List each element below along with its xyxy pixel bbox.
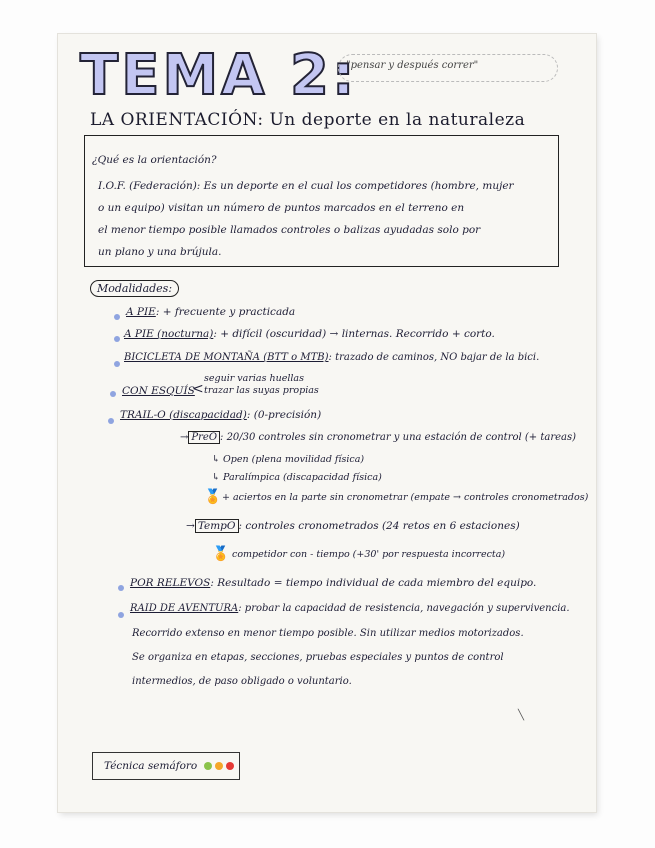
item-bicicleta-title: BICICLETA DE MONTAÑA (BTT o MTB) [124, 352, 329, 363]
item-a-pie [126, 306, 295, 318]
bullet-dot [110, 391, 116, 397]
item-tempo-title: TempO [195, 519, 239, 533]
item-tempo [186, 520, 520, 532]
item-esquis-title: CON ESQUÍS [122, 385, 195, 397]
item-preo-paralimpica: ↳ Paralímpica (discapacidad física) [212, 472, 382, 483]
modalidades-heading: Modalidades: [90, 280, 179, 297]
pen-mark: ╲ [518, 710, 525, 721]
item-preo-desc: : 20/30 controles sin cronometrar y una estación de control (+ tareas) [220, 432, 577, 443]
arrow-right-icon: → [180, 432, 189, 443]
definition-line-2: o un equipo) visitan un número de puntos marcados en el terreno en [98, 202, 465, 214]
bullet-dot [114, 336, 120, 342]
branch-arrow-icon: < [192, 381, 204, 397]
item-preo-note: + aciertos en la parte sin cronometrar (empate → controles cronometrados) [222, 492, 589, 503]
item-a-pie-nocturna [124, 328, 495, 340]
bullet-dot [118, 585, 124, 591]
item-a-pie-title: A PIE [126, 306, 156, 318]
item-preo-title: PreO [188, 431, 220, 444]
definition-line-3: el menor tiempo posible llamados controles o balizas ayudadas solo por [98, 224, 481, 236]
definition-line-4: un plano y una brújula. [98, 246, 222, 258]
item-tempo-desc: : controles cronometrados (24 retos en 6 estaciones) [238, 520, 520, 532]
traffic-light-orange-icon [215, 762, 223, 770]
item-bicicleta-desc: : trazado de caminos, NO bajar de la bici. [328, 352, 540, 363]
item-relevos [130, 577, 536, 589]
medal-icon: 🏅 [212, 546, 230, 562]
traffic-light-green-icon [204, 762, 212, 770]
item-raid-line-2: Recorrido extenso en menor tiempo posible. Sin utilizar medios motorizados. [132, 628, 524, 639]
bullet-dot [114, 361, 120, 367]
item-preo-open: ↳ Open (plena movilidad física) [212, 454, 365, 465]
bullet-dot [118, 612, 124, 618]
item-bicicleta [124, 352, 539, 363]
item-esquis-option-a: seguir varias huellas [204, 373, 304, 384]
traffic-light-red-icon [226, 762, 234, 770]
item-raid [130, 603, 570, 614]
item-trail-o [120, 409, 321, 421]
item-a-pie-desc: : + frecuente y practicada [155, 306, 296, 318]
item-trail-o-desc: : (0-precisión) [246, 409, 322, 421]
item-a-pie-nocturna-title: A PIE (nocturna) [124, 328, 214, 340]
motto-text: "pensar y después correr" [346, 60, 479, 71]
item-tempo-note: competidor con - tiempo (+30' por respuesta incorrecta) [232, 549, 506, 560]
bullet-dot [108, 418, 114, 424]
item-preo [180, 432, 576, 443]
item-a-pie-nocturna-desc: : + difícil (oscuridad) → linternas. Recorrido + corto. [213, 328, 495, 340]
item-relevos-title: POR RELEVOS [130, 577, 211, 589]
definition-question: ¿Qué es la orientación? [92, 154, 217, 166]
item-raid-line-4: intermedios, de paso obligado o voluntario. [132, 676, 352, 687]
item-trail-o-title: TRAIL-O (discapacidad) [120, 409, 247, 421]
item-raid-title: RAID DE AVENTURA [130, 603, 239, 614]
bullet-dot [114, 314, 120, 320]
semaforo-label: Técnica semáforo [104, 760, 198, 772]
arrow-right-icon: → [186, 520, 195, 532]
page-title: TEMA 2: [80, 43, 358, 108]
item-raid-line-3: Se organiza en etapas, secciones, pruebas especiales y puntos de control [132, 652, 504, 663]
definition-line-1: I.O.F. (Federación): Es un deporte en el cual los competidores (hombre, mujer [98, 180, 514, 192]
item-relevos-desc: : Resultado = tiempo individual de cada miembro del equipo. [210, 577, 537, 589]
page-subtitle: LA ORIENTACIÓN: Un deporte en la naturaleza [90, 110, 526, 130]
item-esquis-option-b: trazar las suyas propias [204, 385, 319, 396]
item-raid-desc: : probar la capacidad de resistencia, navegación y supervivencia. [238, 603, 570, 614]
medal-icon: 🏅 [204, 489, 222, 505]
